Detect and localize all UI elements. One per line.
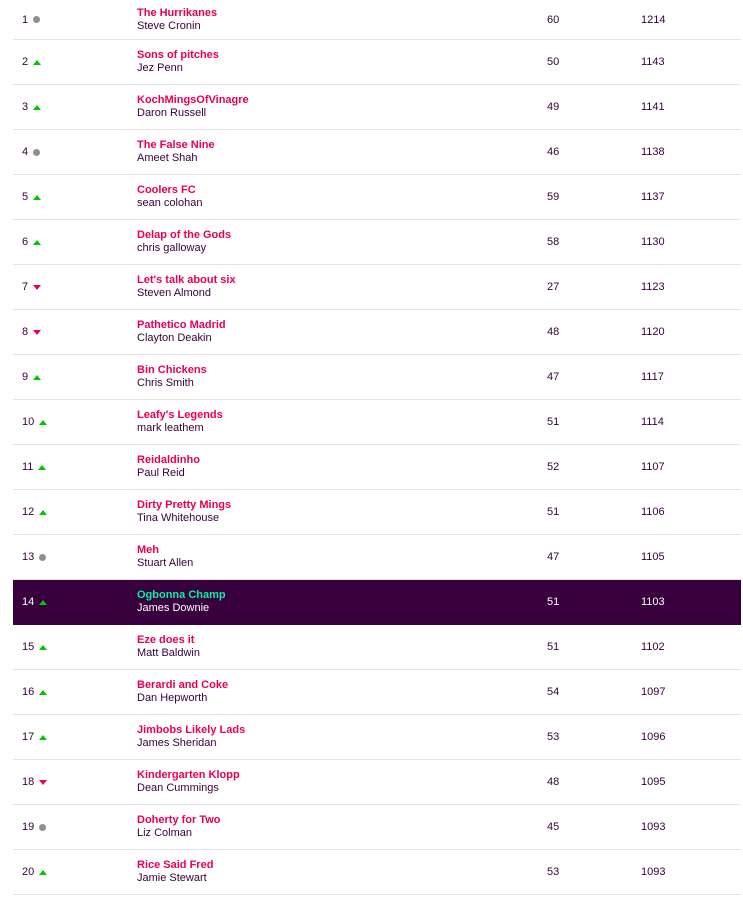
rank-cell [22, 776, 47, 788]
gameweek-points: 51 [547, 596, 560, 608]
total-points: 1130 [641, 236, 665, 248]
rank-number: 17 [22, 731, 35, 743]
rank-cell [22, 596, 47, 608]
rank-number: 15 [22, 641, 35, 653]
team-name-link[interactable]: Doherty for Two [137, 814, 221, 826]
rank-number: 20 [22, 866, 35, 878]
table-row[interactable] [13, 760, 741, 805]
standings-table [13, 0, 741, 895]
team-cell [137, 544, 193, 570]
table-row[interactable] [13, 445, 741, 490]
team-cell [137, 319, 226, 345]
team-name-link[interactable]: Sons of pitches [137, 49, 219, 61]
team-name-link[interactable]: Jimbobs Likely Lads [137, 724, 246, 736]
gameweek-points: 60 [547, 13, 560, 26]
rank-cell [22, 56, 41, 68]
gameweek-points: 51 [547, 641, 560, 653]
total-points: 1097 [641, 686, 666, 698]
manager-name: Jamie Stewart [137, 872, 207, 884]
rank-up-arrow-icon [39, 870, 47, 875]
team-cell [137, 184, 202, 210]
manager-name: James Sheridan [137, 737, 217, 749]
team-cell [137, 814, 221, 840]
table-row[interactable] [13, 805, 741, 850]
rank-cell [22, 191, 41, 203]
rank-number: 14 [22, 596, 35, 608]
rank-cell [22, 326, 41, 338]
total-points: 1117 [641, 371, 664, 383]
rank-cell [22, 101, 41, 113]
rank-number: 4 [22, 146, 29, 158]
gameweek-points: 54 [547, 686, 560, 698]
team-name-link[interactable]: The Hurrikanes [137, 6, 218, 19]
table-row[interactable] [13, 220, 741, 265]
gameweek-points: 59 [547, 191, 560, 203]
rank-number: 2 [22, 56, 29, 68]
table-row-current-user[interactable] [13, 580, 741, 625]
total-points: 1093 [641, 866, 666, 878]
manager-name: Steven Almond [137, 287, 211, 299]
gameweek-points: 48 [547, 326, 560, 338]
total-points: 1103 [641, 596, 665, 608]
rank-up-arrow-icon [39, 600, 47, 605]
manager-name: Paul Reid [137, 467, 185, 479]
gameweek-points: 51 [547, 416, 560, 428]
manager-name: Dean Cummings [137, 782, 219, 794]
rank-number: 11 [22, 461, 34, 473]
manager-name: Chris Smith [137, 377, 194, 389]
team-name-link[interactable]: Rice Said Fred [137, 859, 214, 871]
team-name-link[interactable]: Ogbonna Champ [137, 589, 226, 601]
total-points: 1141 [641, 101, 665, 113]
rank-up-arrow-icon [39, 510, 47, 515]
manager-name: Clayton Deakin [137, 332, 212, 344]
table-row[interactable] [13, 535, 741, 580]
manager-name: sean colohan [137, 197, 203, 209]
team-cell [137, 769, 240, 795]
rank-up-arrow-icon [33, 375, 41, 380]
rank-up-arrow-icon [38, 465, 46, 470]
rank-number: 7 [22, 281, 29, 293]
table-row[interactable] [13, 310, 741, 355]
team-name-link[interactable]: Delap of the Gods [137, 229, 232, 241]
rank-cell [22, 146, 40, 158]
table-row[interactable] [13, 85, 741, 130]
total-points: 1093 [641, 821, 666, 833]
team-name-link[interactable]: Berardi and Coke [137, 679, 229, 691]
table-row[interactable] [13, 0, 741, 40]
total-points: 1102 [641, 641, 665, 653]
total-points: 1137 [641, 191, 665, 203]
rank-up-arrow-icon [39, 645, 47, 650]
team-name-link[interactable]: Bin Chickens [137, 364, 207, 376]
manager-name: Stuart Allen [137, 557, 194, 569]
rank-down-arrow-icon [33, 330, 41, 335]
team-cell [137, 94, 249, 120]
gameweek-points: 48 [547, 776, 560, 788]
team-cell [137, 724, 245, 750]
team-cell [137, 859, 213, 885]
table-row[interactable] [13, 355, 741, 400]
manager-name: Matt Baldwin [137, 647, 200, 659]
table-row[interactable] [13, 625, 741, 670]
team-name-link[interactable]: Pathetico Madrid [137, 319, 226, 331]
team-cell [137, 409, 223, 435]
team-name-link[interactable]: Let's talk about six [137, 274, 236, 286]
rank-down-arrow-icon [39, 780, 47, 785]
total-points: 1214 [641, 13, 666, 26]
team-name-link[interactable]: Coolers FC [137, 184, 196, 196]
manager-name: Jez Penn [137, 62, 183, 74]
team-cell [137, 229, 231, 255]
gameweek-points: 51 [547, 506, 560, 518]
gameweek-points: 53 [547, 866, 560, 878]
manager-name: James Downie [137, 602, 210, 614]
team-name-link[interactable]: Leafy's Legends [137, 409, 223, 421]
total-points: 1120 [641, 326, 665, 338]
manager-name: Steve Cronin [137, 19, 201, 32]
table-row[interactable] [13, 130, 741, 175]
rank-cell [22, 821, 46, 833]
rank-cell [22, 731, 47, 743]
rank-unchanged-dot-icon [33, 16, 40, 23]
total-points: 1096 [641, 731, 666, 743]
table-row[interactable] [13, 490, 741, 535]
manager-name: mark leathem [137, 422, 204, 434]
team-name-link[interactable]: Reidaldinho [137, 454, 200, 466]
manager-name: chris galloway [137, 242, 207, 254]
team-cell [137, 49, 219, 75]
gameweek-points: 50 [547, 56, 560, 68]
rank-number: 10 [22, 416, 35, 428]
table-row[interactable] [13, 715, 741, 760]
rank-number: 1 [22, 13, 29, 26]
team-name-link[interactable]: Dirty Pretty Mings [137, 499, 232, 511]
rank-up-arrow-icon [39, 420, 47, 425]
gameweek-points: 45 [547, 821, 560, 833]
rank-down-arrow-icon [33, 285, 41, 290]
total-points: 1095 [641, 776, 666, 788]
team-name-link[interactable]: Eze does it [137, 634, 195, 646]
rank-cell [22, 461, 46, 473]
manager-name: Daron Russell [137, 107, 207, 119]
table-row[interactable] [13, 175, 741, 220]
rank-cell [22, 281, 41, 293]
total-points: 1105 [641, 551, 665, 563]
rank-number: 18 [22, 776, 35, 788]
team-cell [137, 499, 231, 525]
rank-up-arrow-icon [33, 195, 41, 200]
rank-cell [22, 686, 47, 698]
team-cell [137, 364, 207, 390]
team-cell [137, 274, 236, 300]
rank-cell [22, 641, 47, 653]
rank-cell [22, 236, 41, 248]
rank-up-arrow-icon [39, 690, 47, 695]
team-name-link[interactable]: KochMingsOfVinagre [137, 94, 249, 106]
team-cell [137, 139, 215, 165]
table-row[interactable] [13, 850, 741, 895]
team-name-link[interactable]: The False Nine [137, 139, 215, 151]
total-points: 1143 [641, 56, 665, 68]
rank-unchanged-dot-icon [39, 554, 46, 561]
table-row[interactable] [13, 400, 741, 445]
gameweek-points: 49 [547, 101, 560, 113]
rank-up-arrow-icon [33, 240, 41, 245]
gameweek-points: 53 [547, 731, 560, 743]
rank-cell [22, 371, 41, 383]
rank-cell [22, 551, 46, 563]
rank-unchanged-dot-icon [33, 149, 40, 156]
gameweek-points: 27 [547, 281, 560, 293]
manager-name: Ameet Shah [137, 152, 198, 164]
team-cell [137, 589, 226, 615]
gameweek-points: 52 [547, 461, 560, 473]
rank-number: 12 [22, 506, 35, 518]
total-points: 1106 [641, 506, 665, 518]
total-points: 1114 [641, 416, 664, 428]
rank-up-arrow-icon [33, 105, 41, 110]
rank-number: 3 [22, 101, 29, 113]
total-points: 1138 [641, 146, 665, 158]
manager-name: Tina Whitehouse [137, 512, 220, 524]
table-row[interactable] [13, 40, 741, 85]
team-cell [137, 454, 200, 480]
gameweek-points: 46 [547, 146, 560, 158]
rank-cell [22, 416, 47, 428]
manager-name: Dan Hepworth [137, 692, 208, 704]
rank-unchanged-dot-icon [39, 824, 46, 831]
gameweek-points: 58 [547, 236, 560, 248]
team-name-link[interactable]: Kindergarten Klopp [137, 769, 240, 781]
team-cell [137, 7, 217, 33]
rank-up-arrow-icon [39, 735, 47, 740]
rank-cell [22, 506, 47, 518]
rank-number: 5 [22, 191, 29, 203]
rank-number: 13 [22, 551, 35, 563]
rank-number: 19 [22, 821, 35, 833]
total-points: 1107 [641, 461, 665, 473]
gameweek-points: 47 [547, 551, 560, 563]
table-row[interactable] [13, 670, 741, 715]
gameweek-points: 47 [547, 371, 560, 383]
rank-number: 16 [22, 686, 35, 698]
total-points: 1123 [641, 281, 665, 293]
rank-up-arrow-icon [33, 60, 41, 65]
rank-cell [22, 866, 47, 878]
rank-number: 6 [22, 236, 29, 248]
table-row[interactable] [13, 265, 741, 310]
rank-number: 9 [22, 371, 29, 383]
team-name-link[interactable]: Meh [137, 544, 159, 556]
team-cell [137, 679, 228, 705]
rank-number: 8 [22, 326, 29, 338]
team-cell [137, 634, 200, 660]
manager-name: Liz Colman [137, 827, 193, 839]
rank-cell [22, 14, 40, 26]
